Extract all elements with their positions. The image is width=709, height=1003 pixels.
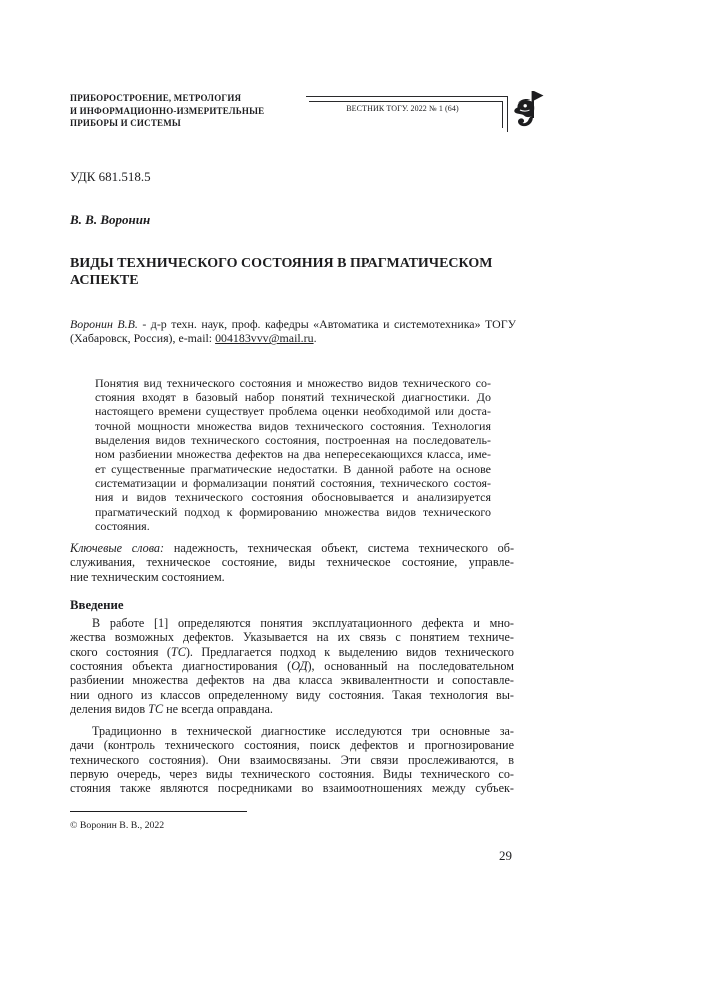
- journal-issue-label: ВЕСТНИК ТОГУ. 2022 № 1 (64): [346, 104, 459, 113]
- text-segment: деления видов: [70, 702, 149, 717]
- text-line: [70, 317, 516, 331]
- text-segment: точной мощности множества видов технического состояния. Технология: [95, 418, 491, 433]
- text-segment: первую очередь, через виды технического состояния. Виды технического со-: [70, 767, 514, 782]
- text-segment: прагматический подход к формированию множества видов технического: [95, 504, 491, 519]
- email-link[interactable]: 004183vvv@mail.ru: [215, 331, 314, 346]
- section-heading-introduction: Введение: [70, 598, 124, 612]
- text-line: [70, 645, 514, 659]
- text-segment: настоящего времени существует проблема оценки необходимой или доста-: [95, 404, 491, 419]
- text-segment: стояния входят в базовый набор понятий технической диагностики. До: [95, 389, 491, 404]
- author-affiliation: [70, 317, 516, 346]
- text-line: [95, 433, 491, 447]
- author-name: В. В. Воронин: [70, 212, 151, 227]
- text-segment: служивания, техническое состояние, виды техническое состояние, управле-: [70, 555, 514, 570]
- text-line: [70, 331, 516, 345]
- text-line: [70, 767, 514, 781]
- text-segment: В работе [1] определяются понятия эксплуатационного дефекта и мно-: [92, 616, 514, 630]
- introduction-paragraph-1: [70, 616, 514, 716]
- text-segment: систематизации и формализации понятий состояния, технического состоя-: [95, 475, 491, 490]
- text-segment: - д-р техн. наук, проф. кафедры «Автоматика и системотехника» ТОГУ: [137, 317, 516, 331]
- journal-series-title: [70, 92, 264, 130]
- text-line: [70, 616, 514, 630]
- text-line: [95, 490, 491, 504]
- text-segment: надежность, техническая объект, система технического об-: [164, 541, 514, 555]
- text-line: [95, 505, 491, 519]
- article-title: [70, 255, 492, 289]
- text-line: [95, 476, 491, 490]
- text-segment: не всегда оправдана.: [163, 702, 273, 717]
- text-segment: ет существенные прагматические недостатки. В данной работе на основе: [95, 461, 491, 476]
- text-line: [70, 555, 514, 569]
- text-segment: .: [313, 331, 317, 346]
- copyright-footnote: © Воронин В. В., 2022: [70, 820, 165, 831]
- text-segment: Ключевые слова:: [70, 541, 165, 555]
- text-segment: (Хабаровск, Россия), e-mail:: [70, 331, 216, 346]
- text-segment: ОД: [291, 659, 308, 674]
- article-title-line: ВИДЫ ТЕХНИЧЕСКОГО СОСТОЯНИЯ В ПРАГМАТИЧЕСКОМ: [70, 256, 493, 271]
- text-segment: ТС: [148, 702, 164, 717]
- text-segment: ния и видов технического состояния обосновывается и анализируется: [95, 490, 491, 505]
- text-segment: нии одного из классов определенному виду состояния. Такая технология вы-: [70, 687, 514, 702]
- article-title-line: АСПЕКТЕ: [70, 273, 139, 288]
- journal-series-line: ПРИБОРЫ И СИСТЕМЫ: [70, 118, 181, 129]
- text-segment: дачи (контроль технического состояния, поиск дефектов и прогнозирование: [70, 738, 514, 753]
- text-segment: технического состояния). Они взаимосвязаны. Эти связи прослеживаются, в: [70, 752, 514, 767]
- text-line: [95, 419, 491, 433]
- text-line: [70, 702, 514, 716]
- text-line: [70, 753, 514, 767]
- text-segment: жества возможных дефектов. Указывается на их связь с понятием техниче-: [70, 630, 514, 645]
- text-segment: ние техническим состоянием.: [70, 569, 225, 584]
- text-segment: Воронин В.В.: [70, 317, 138, 331]
- text-segment: разбиении множества дефектов на два класса эквивалентности и сопоставле-: [70, 673, 514, 688]
- udc-code: УДК 681.518.5: [70, 169, 151, 184]
- keywords-text: [70, 541, 514, 584]
- text-line: [70, 541, 514, 555]
- text-line: [95, 404, 491, 418]
- text-segment: ном разбиении множества дефектов на два непересекающихся класса, име-: [95, 447, 491, 462]
- journal-series-line: И ИНФОРМАЦИОННО-ИЗМЕРИТЕЛЬНЫЕ: [70, 105, 265, 116]
- text-line: [95, 376, 491, 390]
- text-segment: выделения видов технического состояния, построенная на последователь-: [95, 432, 491, 447]
- text-line: [70, 724, 514, 738]
- text-segment: стояния также являются посредниками во взаимоотношениях между субъек-: [70, 781, 514, 796]
- text-line: [95, 462, 491, 476]
- text-line: [70, 781, 514, 795]
- text-line: [70, 570, 514, 584]
- text-segment: ). Предлагается подход к выделению видов технического: [185, 644, 514, 659]
- text-segment: ), основанный на последовательном: [307, 659, 514, 674]
- text-segment: состояния.: [95, 518, 150, 533]
- togu-emblem-icon: [512, 90, 545, 134]
- text-line: [70, 673, 514, 687]
- journal-series-line: ПРИБОРОСТРОЕНИЕ, МЕТРОЛОГИЯ: [70, 93, 242, 103]
- text-segment: ТС: [170, 644, 186, 659]
- page-number: 29: [499, 848, 512, 863]
- text-line: [70, 630, 514, 644]
- text-segment: Традиционно в технической диагностике исследуются три основные за-: [92, 724, 514, 738]
- text-line: [95, 519, 491, 533]
- text-line: [70, 738, 514, 752]
- text-line: [70, 688, 514, 702]
- text-segment: ского состояния (: [70, 644, 171, 659]
- journal-issue-bracket: [306, 96, 508, 132]
- text-segment: состояния объекта диагностирования (: [70, 659, 292, 674]
- text-line: [95, 390, 491, 404]
- text-line: [70, 659, 514, 673]
- introduction-paragraph-2: [70, 724, 514, 796]
- text-segment: Понятия вид технического состояния и множество видов технического со-: [95, 375, 491, 390]
- text-line: [95, 447, 491, 461]
- abstract-text: [95, 376, 491, 534]
- footnote-rule: [70, 811, 247, 812]
